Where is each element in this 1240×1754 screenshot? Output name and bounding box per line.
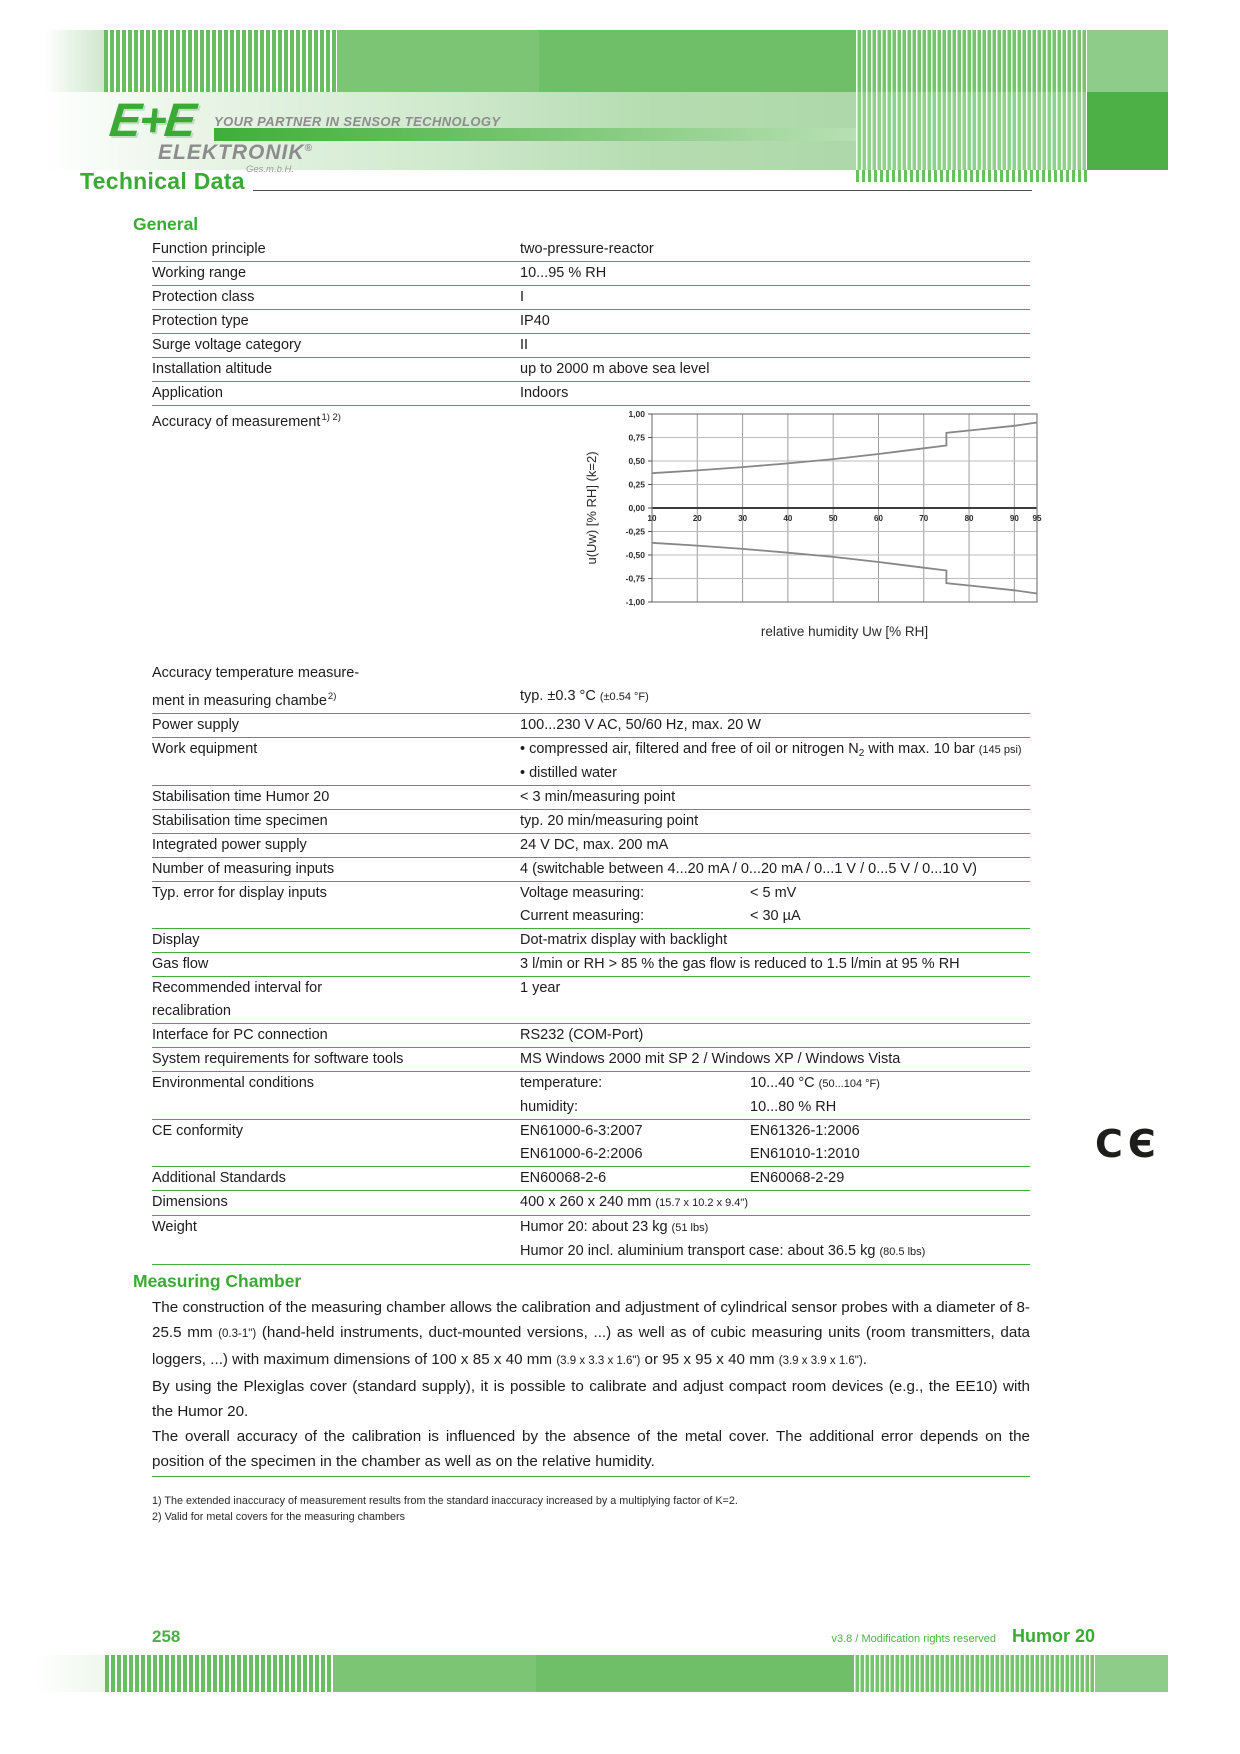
spec-value bbox=[520, 786, 1030, 809]
spec-value-line bbox=[520, 1072, 1030, 1096]
spec-row bbox=[152, 310, 1030, 334]
paragraph bbox=[152, 1295, 1030, 1374]
text-segment: The overall accuracy of the calibration is influenced by the absence of the metal cover. The additional error depends on the position of the specimen in the chamber as well as on the relative humidity. bbox=[152, 1427, 1030, 1470]
spec-label bbox=[152, 1048, 520, 1071]
spec-row bbox=[152, 786, 1030, 810]
spec-label-line: Environmental conditions bbox=[152, 1074, 315, 1091]
spec-row bbox=[152, 1191, 1030, 1216]
text-segment: 400 x 260 x 240 mm bbox=[520, 1193, 656, 1210]
spec-label bbox=[152, 1191, 520, 1214]
chart-text: 40 bbox=[783, 514, 793, 523]
spec-row bbox=[152, 1167, 1030, 1191]
spec-label bbox=[152, 1072, 520, 1095]
spec-value-line bbox=[520, 1120, 1030, 1143]
spec-value-line bbox=[520, 1143, 1030, 1166]
text-segment: • compressed air, filtered and free of oil or nitrogen N bbox=[520, 740, 859, 757]
text-segment: 3 l/min or RH > 85 % the gas flow is reduced to 1.5 l/min at 95 % RH bbox=[520, 955, 960, 972]
text-segment: (0.3-1") bbox=[218, 1327, 257, 1340]
text-segment: 100...230 V AC, 50/60 Hz, max. 20 W bbox=[520, 716, 761, 733]
spec-label-line: Power supply bbox=[152, 716, 240, 733]
section-heading-measuring-chamber: Measuring Chamber bbox=[133, 1270, 302, 1291]
spec-value-line bbox=[520, 358, 1030, 381]
spec-row bbox=[152, 662, 1030, 714]
footnote: 1) The extended inaccuracy of measurement results from the standard inaccuracy increased by a multiplying factor of K=2. bbox=[152, 1494, 738, 1507]
text-segment: RS232 (COM-Port) bbox=[520, 1026, 644, 1043]
text-segment: EN61010-1:2010 bbox=[750, 1145, 860, 1162]
band-fade bbox=[44, 30, 104, 92]
spec-label-line: Interface for PC connection bbox=[152, 1026, 328, 1043]
spec-value bbox=[520, 834, 1030, 857]
text-segment: typ. ±0.3 °C bbox=[520, 688, 600, 704]
spec-label-line: CE conformity bbox=[152, 1122, 244, 1139]
brand-legal-form: Ges.m.b.H. bbox=[246, 164, 295, 175]
spec-label bbox=[152, 786, 520, 809]
spec-row bbox=[152, 929, 1030, 953]
spec-value bbox=[520, 238, 1030, 261]
spec-label bbox=[152, 977, 520, 1023]
brand-logo: E+E bbox=[107, 93, 197, 146]
footer-product: Humor 20 bbox=[1011, 1626, 1095, 1646]
spec-label bbox=[152, 286, 520, 309]
spec-row bbox=[152, 238, 1030, 262]
spec-row bbox=[152, 834, 1030, 858]
spec-value bbox=[520, 1191, 1030, 1215]
spec-value bbox=[520, 858, 1030, 881]
chart-text: relative humidity Uw [% RH] bbox=[760, 624, 929, 639]
text-segment: Dot-matrix display with backlight bbox=[520, 931, 728, 948]
spec-value-line bbox=[520, 977, 1030, 1000]
value-col1 bbox=[520, 1167, 750, 1190]
spec-label-line: Typ. error for display inputs bbox=[152, 884, 327, 901]
spec-label-line: Surge voltage category bbox=[152, 337, 302, 353]
spec-value bbox=[520, 738, 1030, 785]
spec-value bbox=[520, 358, 1030, 381]
text-segment: EN61000-6-3:2007 bbox=[520, 1122, 643, 1139]
logo-underline-bar bbox=[214, 128, 856, 141]
text-segment: 1 year bbox=[520, 979, 561, 996]
band-solid bbox=[337, 30, 539, 92]
spec-value bbox=[520, 310, 1030, 333]
spec-row bbox=[152, 358, 1030, 382]
spec-row bbox=[152, 810, 1030, 834]
spec-row bbox=[152, 334, 1030, 358]
spec-label-line: Stabilisation time Humor 20 bbox=[152, 788, 330, 805]
spec-value-line bbox=[520, 1191, 1030, 1215]
text-segment: By using the Plexiglas cover (standard supply), it is possible to calibrate and adjust compact room devices (e.g., the EE10) with the Humor 20. bbox=[152, 1377, 1030, 1420]
spec-label-line: Working range bbox=[152, 265, 247, 281]
spec-label-line: Application bbox=[152, 385, 223, 401]
text-segment: (3.9 x 3.9 x 1.6") bbox=[778, 1354, 863, 1367]
spec-value bbox=[520, 1048, 1030, 1071]
footer-version: v3.8 / Modification rights reserved bbox=[831, 1633, 996, 1645]
spec-label bbox=[152, 406, 520, 434]
text-segment: typ. 20 min/measuring point bbox=[520, 812, 699, 829]
paragraph bbox=[152, 1374, 1030, 1424]
chart-text: 95 bbox=[1032, 514, 1042, 523]
spec-value-line bbox=[520, 738, 1030, 762]
text-segment: temperature: bbox=[520, 1074, 603, 1091]
spec-label bbox=[152, 662, 520, 713]
chart-text: -0,25 bbox=[625, 526, 645, 537]
text-segment: (51 lbs) bbox=[671, 1221, 709, 1234]
spec-label-line: Integrated power supply bbox=[152, 836, 307, 853]
chart-text: 60 bbox=[874, 514, 883, 523]
text-segment: 10...95 % RH bbox=[520, 265, 607, 281]
spec-label bbox=[152, 858, 520, 881]
uncertainty-curve bbox=[652, 543, 1037, 594]
page-number: 258 bbox=[152, 1627, 181, 1646]
value-col1 bbox=[520, 882, 750, 905]
chart-text: 80 bbox=[964, 514, 974, 523]
brand-tagline: YOUR PARTNER IN SENSOR TECHNOLOGY bbox=[214, 114, 501, 129]
spec-label bbox=[152, 382, 520, 405]
spec-row bbox=[152, 738, 1030, 786]
section-heading-general: General bbox=[133, 214, 199, 234]
footnote-marker: 2) bbox=[327, 691, 337, 702]
spec-value bbox=[520, 1216, 1030, 1264]
text-segment: (15.7 x 10.2 x 9.4") bbox=[655, 1196, 748, 1209]
text-segment: EN60068-2-29 bbox=[750, 1169, 845, 1186]
chart-text: 10 bbox=[647, 514, 657, 523]
band-solid bbox=[1087, 30, 1168, 92]
text-segment: humidity: bbox=[520, 1098, 579, 1115]
spec-value-line bbox=[520, 1096, 1030, 1119]
spec-label bbox=[152, 310, 520, 333]
band-stripes bbox=[105, 1655, 333, 1692]
chart-text: 0,75 bbox=[628, 432, 645, 443]
spec-label bbox=[152, 1167, 520, 1190]
spec-value-line bbox=[520, 1167, 1030, 1190]
spec-row bbox=[152, 1120, 1161, 1167]
spec-row bbox=[152, 714, 1030, 738]
text-segment: < 30 µA bbox=[750, 907, 801, 924]
ce-mark-icon: CЄ bbox=[1095, 1121, 1161, 1166]
spec-value bbox=[520, 1120, 1030, 1166]
band-solid bbox=[1095, 1655, 1168, 1692]
value-col1 bbox=[520, 1143, 750, 1166]
spec-label bbox=[152, 262, 520, 285]
text-segment: EN60068-2-6 bbox=[520, 1169, 607, 1186]
spec-value-line bbox=[520, 882, 1030, 905]
text-segment: Humor 20: about 23 kg bbox=[520, 1218, 672, 1235]
spec-label-line: Recommended interval for bbox=[152, 979, 323, 996]
text-segment: up to 2000 m above sea level bbox=[520, 361, 710, 377]
spec-value-line bbox=[520, 334, 1030, 357]
band-fade bbox=[35, 1655, 105, 1692]
text-segment: < 3 min/measuring point bbox=[520, 788, 676, 805]
text-segment: 10...40 °C bbox=[750, 1074, 819, 1091]
spec-label bbox=[152, 834, 520, 857]
spec-label-line: Display bbox=[152, 931, 200, 948]
spec-row bbox=[152, 882, 1030, 929]
text-segment: (50...104 °F) bbox=[818, 1077, 880, 1090]
text-segment: 24 V DC, max. 200 mA bbox=[520, 836, 669, 853]
spec-value bbox=[520, 1167, 1030, 1190]
spec-label-line: Dimensions bbox=[152, 1193, 228, 1210]
spec-rows bbox=[152, 238, 1161, 1265]
spec-value-line bbox=[520, 1048, 1030, 1071]
spec-value-line bbox=[520, 382, 1030, 405]
spec-label-line: Installation altitude bbox=[152, 361, 273, 377]
band-solid bbox=[333, 1655, 536, 1692]
value-col1 bbox=[520, 1096, 750, 1119]
spec-label-line: Accuracy of measurement$^{1) 2)}$ bbox=[152, 412, 341, 430]
band-stripes bbox=[856, 30, 1087, 92]
text-segment: with max. 10 bar bbox=[864, 740, 979, 757]
text-segment: The construction of the measuring chamber allows the calibration and adjustment of cylindrical sensor probes with a diameter of 8-25.5 mm bbox=[152, 1298, 1030, 1341]
spec-label-line: Accuracy temperature measure- bbox=[152, 665, 360, 681]
spec-value-line bbox=[520, 762, 1030, 785]
spec-label bbox=[152, 1024, 520, 1047]
page-title: Technical Data bbox=[80, 168, 245, 194]
spec-label-line: Number of measuring inputs bbox=[152, 860, 335, 877]
spec-row bbox=[152, 1048, 1030, 1072]
spec-label-line: Work equipment bbox=[152, 740, 258, 757]
spec-value-line bbox=[520, 1024, 1030, 1047]
spec-value bbox=[520, 714, 1030, 737]
spec-label-line: Function principle bbox=[152, 241, 266, 257]
spec-row bbox=[152, 286, 1030, 310]
text-segment: (145 psi) bbox=[978, 743, 1022, 756]
spec-value-line bbox=[520, 858, 1030, 881]
footnote-marker: 1) 2) bbox=[321, 412, 341, 423]
text-segment: EN61000-6-2:2006 bbox=[520, 1145, 643, 1162]
spec-label-line: ment in measuring chambe$^{2)}$ bbox=[152, 691, 337, 709]
text-segment: • distilled water bbox=[520, 764, 617, 781]
title-rule bbox=[253, 190, 1032, 191]
spec-label-line: Stabilisation time specimen bbox=[152, 812, 328, 829]
spec-label bbox=[152, 238, 520, 261]
band-stripes bbox=[854, 1655, 1095, 1692]
spec-value bbox=[520, 334, 1030, 357]
spec-row bbox=[152, 953, 1030, 977]
uncertainty-curve bbox=[652, 423, 1037, 474]
spec-label bbox=[152, 358, 520, 381]
text-segment: Current measuring: bbox=[520, 907, 645, 924]
text-segment: . bbox=[862, 1350, 867, 1368]
spec-value bbox=[520, 810, 1030, 833]
spec-label bbox=[152, 810, 520, 833]
text-segment: II bbox=[520, 337, 529, 353]
text-segment: Voltage measuring: bbox=[520, 884, 645, 901]
chart-text: 50 bbox=[828, 514, 838, 523]
spec-row-chart bbox=[152, 406, 1042, 662]
spec-label-line: System requirements for software tools bbox=[152, 1050, 404, 1067]
spec-value-line bbox=[520, 953, 1030, 976]
value-col1 bbox=[520, 1120, 750, 1143]
chart-text: 20 bbox=[692, 514, 702, 523]
text-segment: 10...80 % RH bbox=[750, 1098, 837, 1115]
spec-value bbox=[520, 262, 1030, 285]
chart-text: 0,00 bbox=[628, 503, 645, 513]
spec-label bbox=[152, 1120, 520, 1143]
chart-text: 90 bbox=[1009, 514, 1019, 523]
footnote: 2) Valid for metal covers for the measuring chambers bbox=[152, 1510, 406, 1523]
spec-value-line bbox=[520, 905, 1030, 928]
spec-label bbox=[152, 953, 520, 976]
spec-label-line: recalibration bbox=[152, 1002, 231, 1019]
text-segment: EN61326-1:2006 bbox=[750, 1122, 860, 1139]
spec-value bbox=[520, 685, 1030, 709]
brand-name bbox=[158, 141, 313, 165]
header-band-top bbox=[44, 30, 1168, 92]
accuracy-chart-svg bbox=[582, 408, 1052, 650]
chart-text: 0,25 bbox=[628, 479, 645, 490]
footer-band bbox=[35, 1655, 1168, 1692]
band-stripes bbox=[104, 30, 337, 92]
value-col1 bbox=[520, 905, 750, 928]
spec-value-line bbox=[520, 1216, 1030, 1240]
text-segment: (80.5 lbs) bbox=[879, 1245, 926, 1258]
paragraph bbox=[152, 1424, 1030, 1477]
spec-label-line: Additional Standards bbox=[152, 1169, 286, 1186]
text-segment: Indoors bbox=[520, 385, 569, 401]
footnotes bbox=[152, 1493, 1030, 1525]
chart-text: 0,50 bbox=[628, 456, 645, 466]
spec-row bbox=[152, 1024, 1030, 1048]
spec-label bbox=[152, 334, 520, 357]
spec-row bbox=[152, 382, 1030, 406]
spec-label bbox=[152, 929, 520, 952]
spec-value bbox=[520, 953, 1030, 976]
spec-value-line bbox=[520, 1240, 1030, 1264]
spec-label-line: Protection type bbox=[152, 313, 249, 329]
spec-value-line bbox=[520, 714, 1030, 737]
spec-value bbox=[520, 382, 1030, 405]
spec-row bbox=[152, 1216, 1030, 1265]
spec-label bbox=[152, 882, 520, 905]
chart-text: -1,00 bbox=[625, 597, 645, 607]
spec-value-line bbox=[520, 685, 1030, 709]
spec-value-line bbox=[520, 310, 1030, 333]
chart-text: 30 bbox=[738, 514, 748, 523]
registered-mark-icon: ® bbox=[304, 143, 313, 154]
spec-value-line bbox=[520, 810, 1030, 833]
spec-value bbox=[520, 929, 1030, 952]
text-segment: I bbox=[520, 289, 525, 305]
accuracy-chart bbox=[520, 406, 1052, 662]
spec-row bbox=[152, 977, 1030, 1024]
chart-text: -0,50 bbox=[625, 550, 645, 560]
text-segment: (±0.54 °F) bbox=[599, 691, 649, 703]
text-segment: (3.9 x 3.3 x 1.6") bbox=[556, 1354, 641, 1367]
spec-label-line: Gas flow bbox=[152, 955, 209, 972]
band-stripes bbox=[856, 92, 1087, 170]
spec-value bbox=[520, 286, 1030, 309]
brand-name-text: ELEKTRONIK bbox=[158, 141, 305, 164]
spec-label bbox=[152, 714, 520, 737]
spec-value-line bbox=[520, 286, 1030, 309]
page-title-row bbox=[80, 168, 1032, 195]
spec-row bbox=[152, 858, 1030, 882]
text-segment: (hand-held instruments, duct-mounted versions, ...) as well as of cubic measuring units (room transmitters, data loggers, ...) with maximum dimensions of 100 x 85 x 40 mm bbox=[152, 1323, 1030, 1368]
text-segment: 2 bbox=[858, 747, 865, 759]
text-segment: < 5 mV bbox=[750, 884, 797, 901]
content bbox=[133, 212, 1161, 1525]
spec-value bbox=[520, 1072, 1030, 1119]
footer bbox=[152, 1626, 1095, 1647]
text-segment: 4 (switchable between 4...20 mA / 0...20 mA / 0...1 V / 0...5 V / 0...10 V) bbox=[520, 860, 977, 877]
band-solid bbox=[539, 30, 856, 92]
spec-value-line bbox=[520, 786, 1030, 809]
band-solid bbox=[536, 1655, 854, 1692]
text-segment: IP40 bbox=[520, 313, 550, 329]
text-segment: MS Windows 2000 mit SP 2 / Windows XP / Windows Vista bbox=[520, 1050, 901, 1067]
value-col1 bbox=[520, 1072, 750, 1095]
spec-value bbox=[520, 977, 1030, 1000]
text-segment: Humor 20 incl. aluminium transport case: about 36.5 kg bbox=[520, 1242, 880, 1259]
spec-row bbox=[152, 1072, 1030, 1120]
band-solid bbox=[1087, 92, 1168, 170]
spec-label-line: Weight bbox=[152, 1218, 197, 1235]
spec-value bbox=[520, 882, 1030, 928]
spec-value-line bbox=[520, 929, 1030, 952]
spec-label-line: Protection class bbox=[152, 289, 255, 305]
spec-label bbox=[152, 1216, 520, 1239]
chart-text: 70 bbox=[919, 514, 929, 523]
text-segment: or 95 x 95 x 40 mm bbox=[640, 1350, 779, 1368]
spec-value-line bbox=[520, 262, 1030, 285]
spec-label bbox=[152, 738, 520, 761]
chart-text: 1,00 bbox=[628, 409, 645, 419]
spec-value-line bbox=[520, 834, 1030, 857]
spec-value bbox=[520, 1024, 1030, 1047]
spec-value-line bbox=[520, 238, 1030, 261]
chart-text: -0,75 bbox=[625, 573, 645, 584]
spec-row bbox=[152, 262, 1030, 286]
chart-text: u(Uw) [% RH] (k=2) bbox=[584, 451, 599, 565]
measuring-chamber-paragraphs bbox=[152, 1295, 1030, 1477]
text-segment: two-pressure-reactor bbox=[520, 241, 654, 257]
